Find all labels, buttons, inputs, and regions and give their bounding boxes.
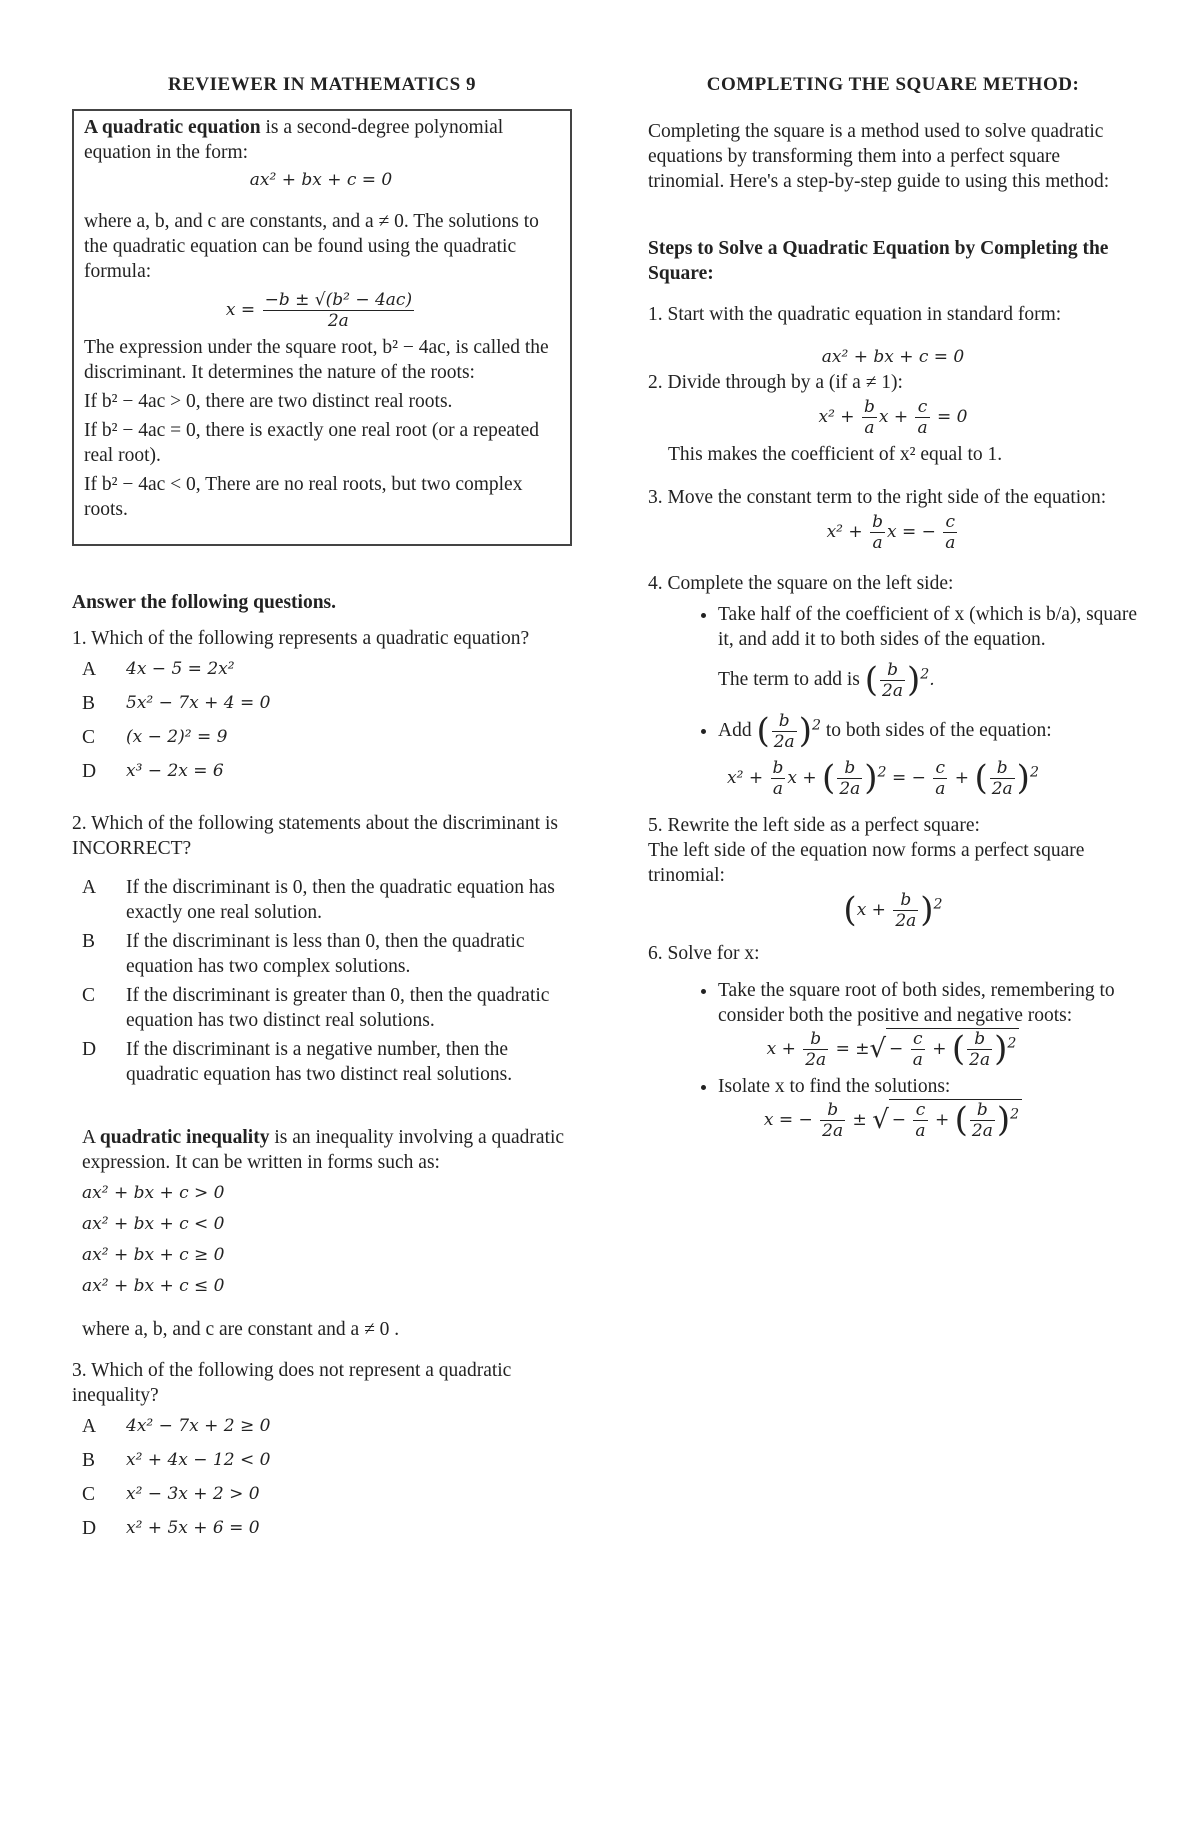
option: A If the discriminant is 0, then the quadratic equation has exactly one real solution. [82,877,555,923]
step-2: 2. Divide through by a (if a ≠ 1): [648,372,903,393]
step-6-bullets [648,978,1138,1141]
discriminant-case-zero: If b² − 4ac = 0, there is exactly one real root (or a repeated real root). [84,420,540,466]
step-6: 6. Solve for x: [648,943,760,964]
step-3: 3. Move the constant term to the right side of the equation: [648,487,1107,508]
inequality-form: ax² + bx + c > 0 [82,1183,225,1203]
question-2-options [72,875,572,1087]
question-1-options [72,657,572,784]
question-3-options [72,1414,572,1541]
inequality-intro: A quadratic inequality is an inequality involving a quadratic expression. It can be written in forms such as: [82,1127,565,1173]
inequality-form: ax² + bx + c < 0 [82,1214,225,1234]
step-5-note: The left side of the equation now forms a perfect square trinomial: [648,840,1085,886]
step-4-bullet-half: • Take half of the coefficient of x (which is b/a), square it, and add it to both sides of the equation. The term to add is ( $\frac{b}{2a}$ )$^2$. [718,602,1138,701]
formula-denominator: 2a [327,311,349,331]
section-title: COMPLETING THE SQUARE METHOD: [706,74,1080,95]
right-column [648,72,1138,1145]
question-3: 3. Which of the following does not represent a quadratic inequality? [72,1360,512,1406]
step-6-root-equation: x + $\frac{b}{2a}$ = ±√ − $\frac{c}{a}$ + ( $\frac{b}{2a}$ )$^2$ [648,1028,1138,1070]
option: B x² + 4x − 12 < 0 [82,1450,271,1471]
option: D x² + 5x + 6 = 0 [82,1518,260,1539]
option: B If the discriminant is less than 0, then the quadratic equation has two complex solutions. [82,931,525,977]
question-1: 1. Which of the following represents a quadratic equation? [72,628,530,649]
step-4-bullet-add: • Add ( $\frac{b}{2a}$ )$^2$ to both sides of the equation: [718,711,1138,752]
formula-numerator: −b ± √(b² − 4ac) [264,290,413,310]
option: A 4x² − 7x + 2 ≥ 0 [82,1416,271,1437]
step-1: 1. Start with the quadratic equation in standard form: [648,304,1062,325]
option: D If the discriminant is a negative number, then the quadratic equation has two distinct real solutions. [82,1039,513,1085]
step-6-bullet-isolate: • Isolate x to find the solutions: x = − $\frac{b}{2a}$ ± √ − $\frac{c}{a}$ + ( $\frac{b}{2a}$ )$^2$ [718,1074,1138,1141]
option: D x³ − 2x = 6 [82,761,224,782]
step-5: 5. Rewrite the left side as a perfect square: [648,815,980,836]
step-1-equation: ax² + bx + c = 0 [821,347,965,367]
constants-text: where a, b, and c are constants, and a ≠ 0. The solutions to the quadratic equation can be found using the quadratic formula: [84,211,539,282]
step-2-note: This makes the coefficient of x² equal to 1. [668,444,1003,465]
term-to-add: The term to add is ( $\frac{b}{2a}$ )$^2$. [718,660,935,701]
inequality-form: ax² + bx + c ≤ 0 [82,1276,225,1296]
method-intro: Completing the square is a method used to solve quadratic equations by transforming them into a perfect square trinomial. Here's a step-by-step guide to using this method: [648,121,1110,192]
step-4: 4. Complete the square on the left side: [648,573,954,594]
step-3-equation: x² + $\frac{b}{a}$ x = − $\frac{c}{a}$ [826,512,956,553]
quadratic-definition-box [72,109,572,546]
left-column [72,72,572,1550]
solution-formula: x = − $\frac{b}{2a}$ ± √ − $\frac{c}{a}$ + ( $\frac{b}{2a}$ )$^2$ [648,1099,1138,1141]
option: C (x − 2)² = 9 [82,727,228,748]
discriminant-case-positive: If b² − 4ac > 0, there are two distinct real roots. [84,391,453,412]
quadratic-inequality-section [72,1125,572,1342]
option: C x² − 3x + 2 > 0 [82,1484,260,1505]
discriminant-text: The expression under the square root, b² − 4ac, is called the discriminant. It determines the nature of the roots: [84,337,549,383]
quadratic-formula: x = $\frac{\text{−b ± √(b² − 4ac)}}{2a}$ [225,290,413,331]
inequality-constants: where a, b, and c are constant and a ≠ 0 . [82,1319,400,1340]
page-title: REVIEWER IN MATHEMATICS 9 [168,74,476,95]
question-2: 2. Which of the following statements about the discriminant is INCORRECT? [72,813,558,859]
steps-heading: Steps to Solve a Quadratic Equation by Completing the Square: [648,238,1109,284]
step-4-bullets [648,602,1138,752]
standard-form-equation: ax² + bx + c = 0 [249,170,393,190]
step-2-equation: x² + $\frac{b}{a}$ x + $\frac{c}{a}$ = 0 [818,397,968,438]
definition-intro: A quadratic equation is a second-degree polynomial equation in the form: [84,117,504,163]
option: B 5x² − 7x + 4 = 0 [82,693,271,714]
option: C If the discriminant is greater than 0, then the quadratic equation has two distinct real solutions. [82,985,550,1031]
discriminant-case-negative: If b² − 4ac < 0, There are no real roots, but two complex roots. [84,474,523,520]
option: A 4x − 5 = 2x² [82,659,235,680]
answer-heading: Answer the following questions. [72,592,337,613]
inequality-form: ax² + bx + c ≥ 0 [82,1245,225,1265]
step-4-equation: x² + $\frac{b}{a}$ x + ( $\frac{b}{2a}$ )$^2$ = − $\frac{c}{a}$ + ( $\frac{b}{2a}$ )$^2$ [727,758,1039,799]
step-6-bullet-root: • Take the square root of both sides, remembering to consider both the positive and negative roots: x + $\frac{b}{2a}$ = ±√ − $\frac{c}{a}$ + ( $\frac{b}{2a}$ )$^2$ [718,978,1138,1070]
step-5-equation: (x + $\frac{b}{2a}$ )$^2$ [843,890,943,931]
